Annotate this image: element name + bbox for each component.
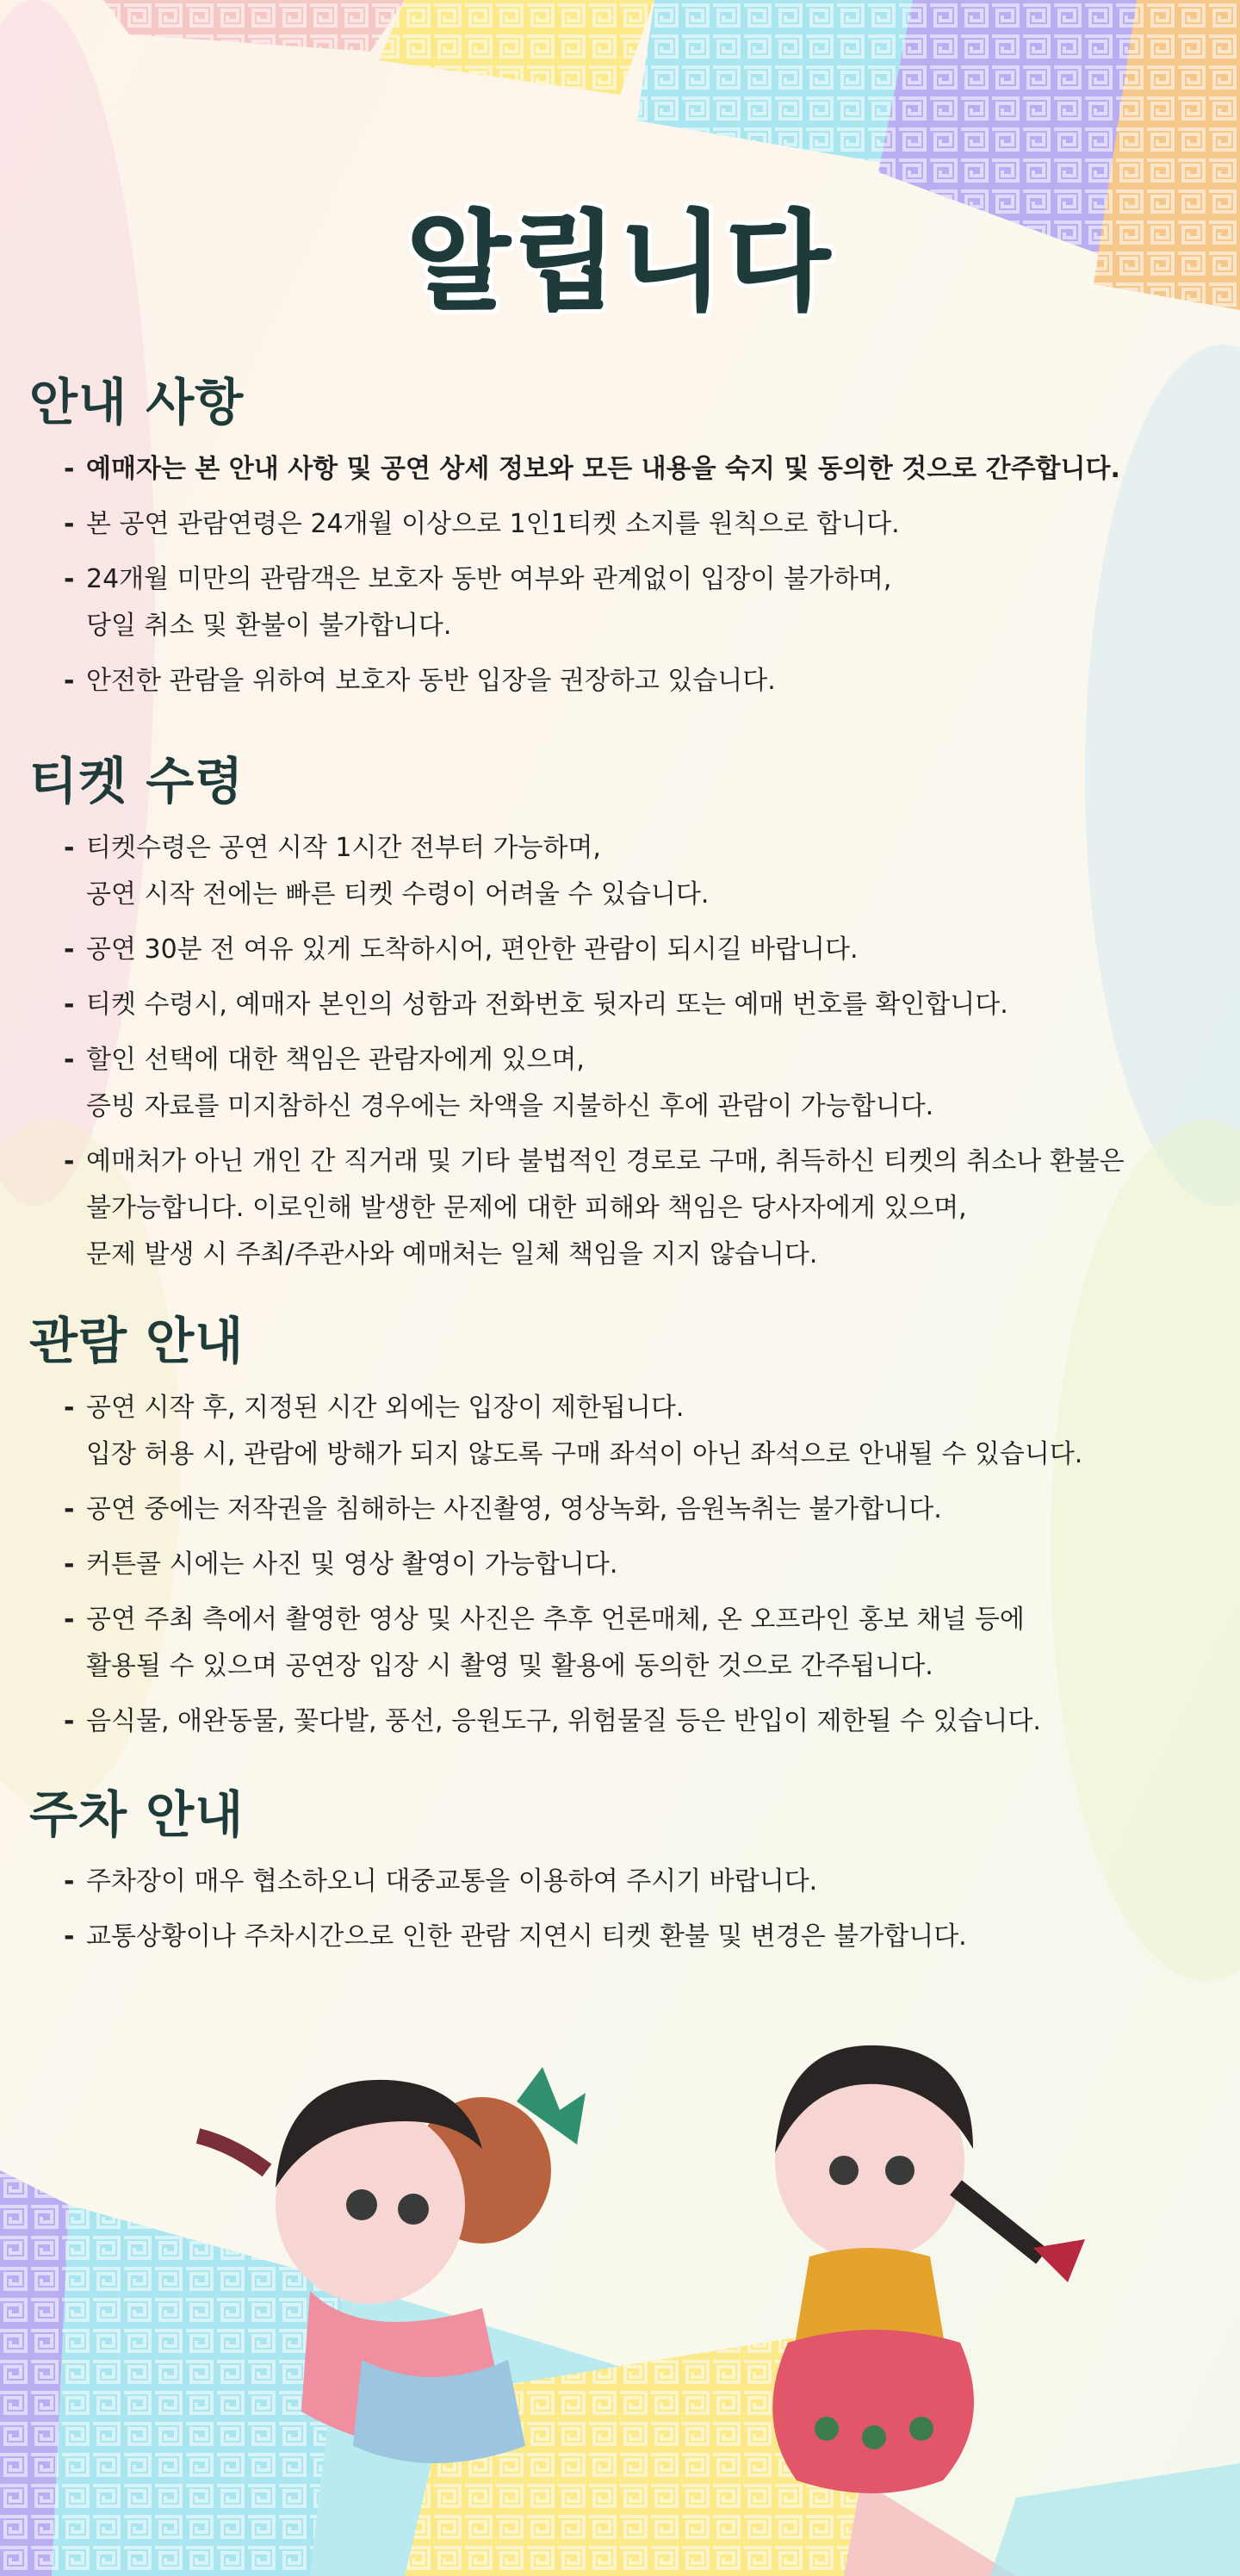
section-guidelines: [29, 362, 1218, 713]
list-item: - 예매처가 아닌 개인 간 직거래 및 기타 불법적인 경로로 구매, 취득하신 티켓의 취소나 환불은 불가능합니다. 이로인해 발생한 문제에 대한 피해와 책임은 당사자에게 있으며, 문제 발생 시 주최/주관사와 예매처는 일체 책임을 지지 않습니다.: [64, 1139, 1218, 1278]
list-item: - 교통상황이나 주차시간으로 인한 관람 지연시 티켓 환불 및 변경은 불가합니다.: [64, 1914, 1218, 1960]
list-item: - 공연 시작 후, 지정된 시간 외에는 입장이 제한됩니다. 입장 허용 시, 관람에 방해가 되지 않도록 구매 좌석이 아닌 좌석으로 안내될 수 있습니다.: [64, 1385, 1218, 1478]
section-heading: 안내 사항: [29, 373, 245, 431]
notice-list: [29, 825, 1218, 1278]
section-viewing-guide: [29, 1300, 1218, 1754]
list-item: - 예매자는 본 안내 사항 및 공연 상세 정보와 모든 내용을 숙지 및 동의한 것으로 간주합니다.: [64, 446, 1218, 493]
section-heading: 티켓 수령: [29, 752, 245, 810]
notice-list: [29, 446, 1218, 705]
list-item: - 본 공연 관람연령은 24개월 이상으로 1인1티켓 소지를 원칙으로 합니다.: [64, 501, 1218, 548]
list-item: - 주차장이 매우 협소하오니 대중교통을 이용하여 주시기 바랍니다.: [64, 1859, 1218, 1905]
list-item: - 음식물, 애완동물, 꽃다발, 풍선, 응원도구, 위험물질 등은 반입이 제한될 수 있습니다.: [64, 1698, 1218, 1745]
notice-list: [29, 1859, 1218, 1960]
list-item: - 공연 주최 측에서 촬영한 영상 및 사진은 추후 언론매체, 온 오프라인 홍보 채널 등에 활용될 수 있으며 공연장 입장 시 촬영 및 활용에 동의한 것으로 간주됩니다.: [64, 1597, 1218, 1690]
section-heading: 주차 안내: [29, 1785, 245, 1844]
list-item: - 공연 30분 전 여유 있게 도착하시어, 편안한 관람이 되시길 바랍니다.: [64, 927, 1218, 973]
list-item: - 안전한 관람을 위하여 보호자 동반 입장을 권장하고 있습니다.: [64, 658, 1218, 705]
list-item: - 커튼콜 시에는 사진 및 영상 촬영이 가능합니다.: [64, 1542, 1218, 1588]
list-item: - 공연 중에는 저작권을 침해하는 사진촬영, 영상녹화, 음원녹취는 불가합니다.: [64, 1487, 1218, 1533]
list-item: - 티켓수령은 공연 시작 1시간 전부터 가능하며, 공연 시작 전에는 빠른 티켓 수령이 어려울 수 있습니다.: [64, 825, 1218, 918]
list-item: - 24개월 미만의 관람객은 보호자 동반 여부와 관계없이 입장이 불가하며, 당일 취소 및 환불이 불가합니다.: [64, 556, 1218, 649]
section-heading: 관람 안내: [29, 1312, 245, 1370]
list-item: - 할인 선택에 대한 책임은 관람자에게 있으며, 증빙 자료를 미지참하신 경우에는 차액을 지불하신 후에 관람이 가능합니다.: [64, 1037, 1218, 1130]
list-item: - 티켓 수령시, 예매자 본인의 성함과 전화번호 뒷자리 또는 예매 번호를 확인합니다.: [64, 982, 1218, 1028]
notice-list: [29, 1385, 1218, 1745]
section-parking: [29, 1774, 1218, 1969]
section-ticket-pickup: [29, 741, 1218, 1287]
page-title: 알립니다: [406, 201, 834, 325]
